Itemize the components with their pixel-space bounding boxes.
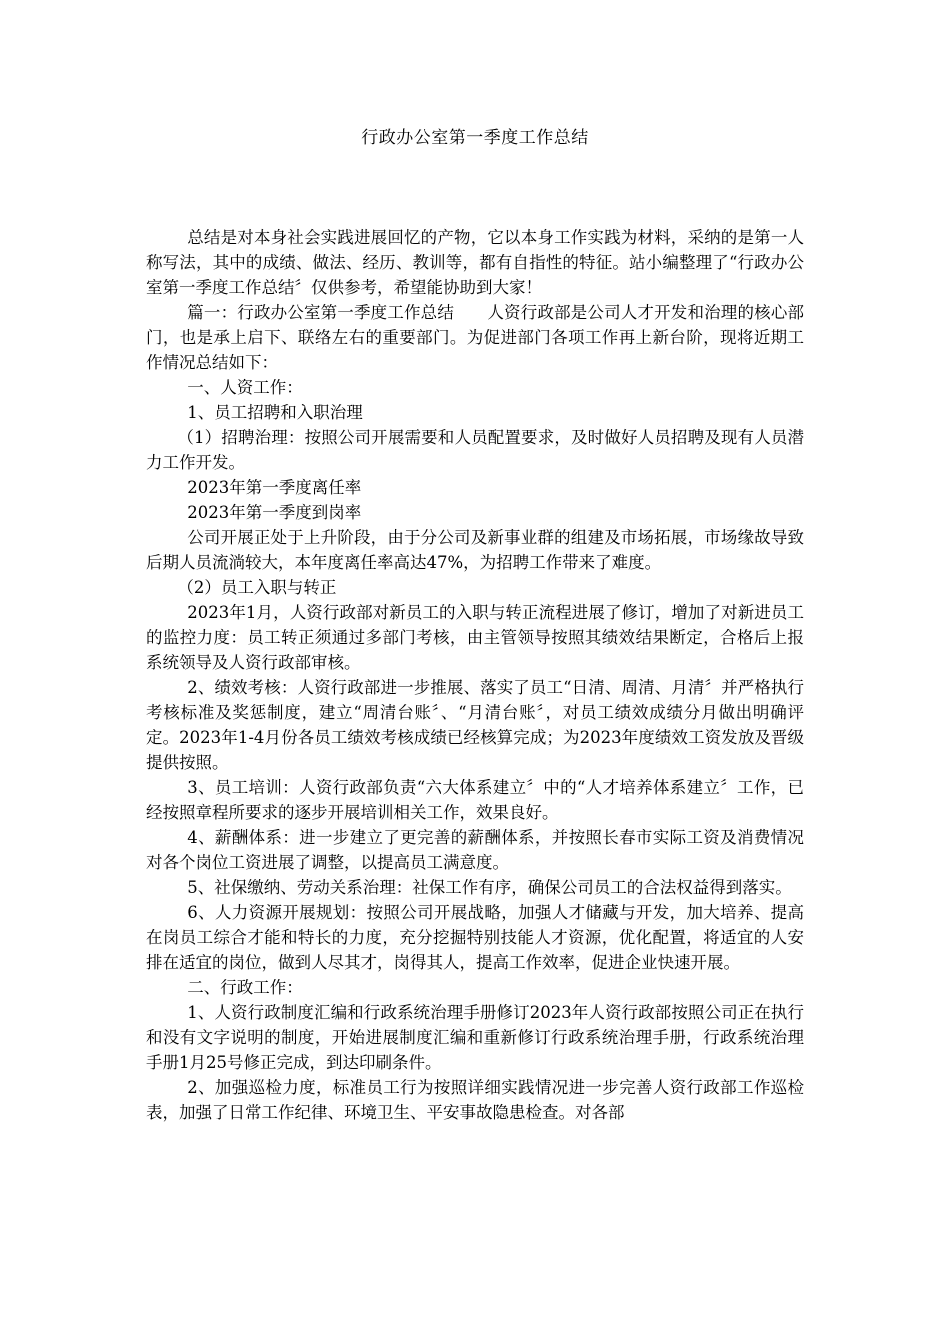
paragraph-arrival-rate: 2023年第一季度到岗率 (187, 503, 362, 522)
paragraph-social-security: 5、社保缴纳、劳动关系治理：社保工作有序，确保公司员工的合法权益得到落实。 (187, 878, 792, 897)
paragraph-training: 3、员工培训：人资行政部负责“六大体系建立〞中的“人才培养体系建立〞工作，已经按照章程所要求的逐步开展培训相关工作，效果良好。 (146, 778, 804, 822)
heading-onboarding: （2）员工入职与转正 (177, 578, 337, 597)
heading-recruitment: 1、员工招聘和入职治理 (187, 403, 363, 422)
heading-admin-work: 二、行政工作： (187, 978, 303, 997)
paragraph-turnover-analysis: 公司开展正处于上升阶段，由于分公司及新事业群的组建及市场拓展，市场缘故导致后期人员流淌较大，本年度离任率高达47%，为招聘工作带来了难度。 (146, 528, 804, 572)
paragraph-inspection: 2、加强巡检力度，标准员工行为按照详细实践情况进一步完善人资行政部工作巡检表，加强了日常工作纪律、环境卫生、平安事故隐患检查。对各部 (146, 1078, 804, 1122)
paragraph-recruitment-management: （1）招聘治理：按照公司开展需要和人员配置要求，及时做好人员招聘及现有人员潜力工作开发。 (146, 428, 804, 472)
heading-hr-work: 一、人资工作： (187, 378, 303, 397)
paragraph-hr-planning: 6、人力资源开展规划：按照公司开展战略，加强人才储藏与开发，加大培养、提高在岗员工综合才能和特长的力度，充分挖掘特别技能人才资源，优化配置，将适宜的人安排在适宜的岗位，做到人尽其才，岗得其人，提高工作效率，促进企业快速开展。 (146, 903, 804, 972)
paragraph-salary: 4、薪酬体系：进一步建立了更完善的薪酬体系，并按照长春市实际工资及消费情况对各个岗位工资进展了调整，以提高员工满意度。 (146, 828, 804, 872)
paragraph-onboarding: 2023年1月，人资行政部对新员工的入职与转正流程进展了修订，增加了对新进员工的监控力度：员工转正须通过多部门考核，由主管领导按照其绩效结果断定，合格后上报系统领导及人资行政部审核。 (146, 603, 804, 672)
document-body (146, 225, 804, 1125)
paragraph-intro: 总结是对本身社会实践进展回忆的产物，它以本身工作实践为材料，采纳的是第一人称写法，其中的成绩、做法、经历、教训等，都有自指性的特征。站小编整理了“行政办公室第一季度工作总结〞仅供参考，希望能协助到大家！ (146, 228, 804, 297)
paragraph-turnover-rate: 2023年第一季度离任率 (187, 478, 362, 497)
paragraph-performance: 2、绩效考核：人资行政部进一步推展、落实了员工“日清、周清、月清〞并严格执行考核标准及奖惩制度，建立“周清台账〞、“月清台账〞，对员工绩效成绩分月做出明确评定。2023年1-4月份各员工绩效考核成绩已经核算完成；为2023年度绩效工资发放及晋级提供按照。 (146, 678, 804, 772)
paragraph-part-one: 篇一：行政办公室第一季度工作总结 人资行政部是公司人才开发和治理的核心部门，也是承上启下、联络左右的重要部门。为促进部门各项工作再上新台阶，现将近期工作情况总结如下： (146, 303, 804, 372)
document-title: 行政办公室第一季度工作总结 (361, 128, 589, 148)
paragraph-admin-manual: 1、人资行政制度汇编和行政系统治理手册修订2023年人资行政部按照公司正在执行和没有文字说明的制度，开始进展制度汇编和重新修订行政系统治理手册，行政系统治理手册1月25号修正完成，到达印刷条件。 (146, 1003, 804, 1072)
